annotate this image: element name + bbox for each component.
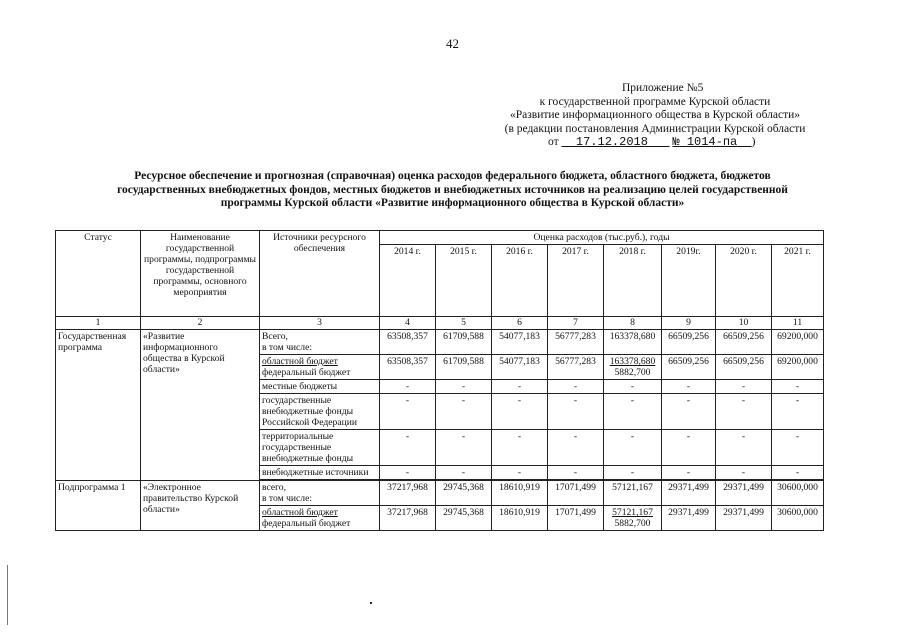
value-cell: 29371,499 [716, 481, 772, 506]
value-cell: - [548, 466, 604, 480]
value-cell: 17071,499 [548, 506, 604, 531]
scan-dot [370, 602, 372, 604]
value-cell: - [662, 430, 716, 466]
appendix-line: «Развитие информационного общества в Курской области» [509, 109, 801, 121]
index-cell: 8 [604, 317, 662, 330]
value-cell: 30600,000 [772, 506, 824, 531]
value-cell: - [604, 430, 662, 466]
index-row [56, 317, 824, 330]
value-cell: - [604, 466, 662, 480]
year-header: 2018 г. [604, 245, 662, 317]
year-header: 2019г. [662, 245, 716, 317]
heading-line: Ресурсное обеспечение и прогнозная (справочная) оценка расходов федерального бюджета, областного бюджета, бюджетов [134, 170, 771, 182]
value-cell: 29745,368 [436, 481, 492, 506]
index-cell: 1 [56, 317, 141, 330]
value-cell: 29745,368 [436, 506, 492, 531]
value-cell: 66509,256 [662, 330, 716, 355]
subprogram-total-row [56, 481, 824, 506]
value-cell: 17071,499 [548, 481, 604, 506]
value-cell: 61709,588 [436, 330, 492, 355]
subprogram-status: Подпрограмма 1 [56, 481, 141, 531]
value-cell: - [662, 466, 716, 480]
appendix-title: Приложение №5 [622, 82, 704, 94]
value-cell: - [436, 380, 492, 394]
appendix-block [440, 82, 870, 150]
resolution-date: 17.12.2018 [575, 135, 648, 149]
name-header: Наименование государственной программы, подпрограммы государственной программы, основного мероприятия [141, 231, 260, 317]
source-label: местные бюджеты [260, 380, 380, 394]
program-total-row [56, 330, 824, 355]
value-cell: - [436, 394, 492, 430]
value-cell: - [716, 380, 772, 394]
value-cell: 57121,167 [604, 481, 662, 506]
value-cell: - [548, 394, 604, 430]
value-cell: - [662, 380, 716, 394]
heading-line: программы Курской области «Развитие информационного общества в Курской области» [220, 197, 685, 209]
index-cell: 5 [436, 317, 492, 330]
value-cell: 56777,283 [548, 330, 604, 355]
index-cell: 6 [492, 317, 548, 330]
value-cell: 56777,283 [548, 355, 604, 380]
value-cell: 57121,167 5882,700 [604, 506, 662, 531]
scan-margin-line [7, 565, 8, 625]
value-cell: - [548, 380, 604, 394]
appendix-line: (в редакции постановления Администрации Курской области [504, 122, 806, 135]
value-cell: - [380, 430, 436, 466]
year-header: 2017 г. [548, 245, 604, 317]
value-cell: 163378,680 [604, 330, 662, 355]
year-header: 2021 г. [772, 245, 824, 317]
program-name: «Развитие информационного общества в Курской области» [141, 330, 260, 481]
page-number: 42 [446, 36, 459, 51]
year-header: 2016 г. [492, 245, 548, 317]
value-cell: - [716, 430, 772, 466]
close-paren: ) [751, 136, 756, 148]
value-cell: - [492, 430, 548, 466]
value-cell: - [380, 394, 436, 430]
value-cell: 30600,000 [772, 481, 824, 506]
source-label: областной бюджет федеральный бюджет [260, 506, 380, 531]
source-label: территориальные государственные внебюджетные фонды [260, 430, 380, 466]
heading-line: государственных внебюджетных фондов, местных бюджетов и внебюджетных источников на реализацию целей государственной [117, 183, 788, 196]
value-cell: 63508,357 [380, 355, 436, 380]
value-cell: - [436, 466, 492, 480]
header-row [56, 231, 824, 245]
index-cell: 9 [662, 317, 716, 330]
source-label: всего, в том числе: [260, 481, 380, 506]
index-cell: 2 [141, 317, 260, 330]
source-label: Всего, в том числе: [260, 330, 380, 355]
value-cell: - [772, 466, 824, 480]
estimate-header: Оценка расходов (тыс.руб.), годы [380, 231, 824, 245]
value-cell: 18610,919 [492, 506, 548, 531]
value-cell: 61709,588 [436, 355, 492, 380]
value-cell: 37217,968 [380, 481, 436, 506]
date-prefix: от [548, 136, 559, 148]
value-cell: 37217,968 [380, 506, 436, 531]
index-cell: 4 [380, 317, 436, 330]
value-cell: - [436, 430, 492, 466]
value-cell: 66509,256 [716, 355, 772, 380]
value-cell: 29371,499 [662, 506, 716, 531]
index-cell: 3 [260, 317, 380, 330]
index-cell: 11 [772, 317, 824, 330]
value-cell: - [772, 430, 824, 466]
year-header: 2015 г. [436, 245, 492, 317]
value-cell: - [380, 466, 436, 480]
status-header: Статус [56, 231, 141, 317]
value-cell: 54077,183 [492, 355, 548, 380]
value-cell: - [662, 394, 716, 430]
program-status: Государственная программа [56, 330, 141, 481]
resolution-number: № 1014-па [672, 135, 738, 149]
document-heading [50, 170, 855, 211]
value-cell: - [492, 466, 548, 480]
source-label: государственные внебюджетные фонды Российской Федерации [260, 394, 380, 430]
value-cell: 66509,256 [662, 355, 716, 380]
value-cell: 69200,000 [772, 355, 824, 380]
value-cell: - [604, 394, 662, 430]
value-cell: - [548, 430, 604, 466]
value-cell: - [380, 380, 436, 394]
source-label: внебюджетные источники [260, 466, 380, 480]
value-cell: - [716, 466, 772, 480]
subprogram-name: «Электронное правительство Курской области» [141, 481, 260, 531]
value-cell: 29371,499 [716, 506, 772, 531]
value-cell: - [772, 380, 824, 394]
value-cell: - [604, 380, 662, 394]
value-cell: - [492, 380, 548, 394]
year-header: 2020 г. [716, 245, 772, 317]
appendix-line: к государственной программе Курской области [539, 95, 771, 108]
budget-table [55, 230, 824, 531]
value-cell: - [716, 394, 772, 430]
index-cell: 7 [548, 317, 604, 330]
value-cell: 18610,919 [492, 481, 548, 506]
value-cell: 29371,499 [662, 481, 716, 506]
value-cell: 163378,680 5882,700 [604, 355, 662, 380]
value-cell: 66509,256 [716, 330, 772, 355]
value-cell: - [492, 394, 548, 430]
source-label: областной бюджет федеральный бюджет [260, 355, 380, 380]
year-header: 2014 г. [380, 245, 436, 317]
value-cell: - [772, 394, 824, 430]
value-cell: 69200,000 [772, 330, 824, 355]
appendix-date-line [440, 136, 870, 150]
source-header: Источники ресурсного обеспечения [260, 231, 380, 317]
value-cell: 54077,183 [492, 330, 548, 355]
value-cell: 63508,357 [380, 330, 436, 355]
index-cell: 10 [716, 317, 772, 330]
